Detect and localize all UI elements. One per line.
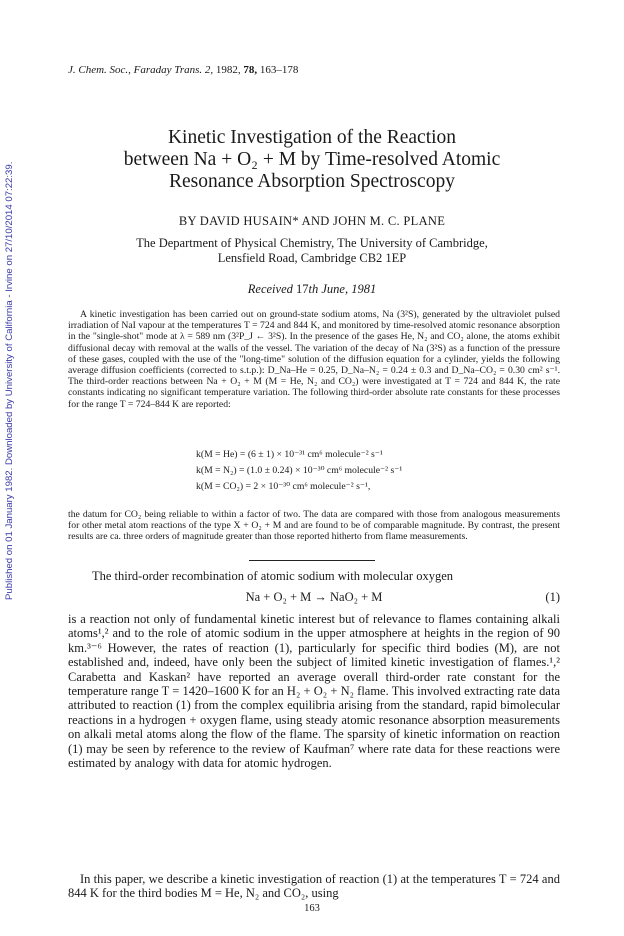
intro-paragraph-1: The third-order recombination of atomic sodium with molecular oxygen bbox=[92, 569, 454, 583]
paper-title bbox=[60, 127, 564, 193]
affiliation-line-2: Lensfield Road, Cambridge CB2 1EP bbox=[217, 251, 407, 265]
received-day: 17 bbox=[296, 282, 309, 296]
author-line: BY DAVID HUSAIN* AND JOHN M. C. PLANE bbox=[178, 214, 446, 228]
journal-volume: 78, bbox=[243, 64, 258, 76]
abstract-conclusion: the datum for CO₂ being reliable to within a factor of two. The data are compared with those from analogous measurements for other metal atom reactions of the type X + O₂ + M and are found to be of comparable magnitude. By contrast, the present results are ca. three orders of magnitude greater than those reported hitherto from flame measurements. bbox=[68, 509, 560, 543]
rate-constant-equations bbox=[196, 447, 402, 495]
received-suffix: th June, 1981 bbox=[308, 282, 377, 296]
reaction-equation-number: (1) bbox=[545, 590, 560, 604]
affiliation-line-1: The Department of Physical Chemistry, The University of Cambridge, bbox=[136, 236, 488, 250]
title-line-3: Resonance Absorption Spectroscopy bbox=[169, 171, 455, 192]
intro-paragraph-2: is a reaction not only of fundamental kinetic interest but of relevance to flames containing alkali atoms¹,² and to the role of atomic sodium in the upper atmosphere at heights in the region of 90 km.³⁻⁶ However, the rates of reaction (1), particularly for specific third bodies (M), are not established and, indeed, have only been the subject of limited kinetic investigation of flames.¹,² Carabetta and Kaskan² have reported an average overall third-order rate constant for the temperature range T = 1420–1600 K for an H₂ + O₂ + N₂ flame. This involved extracting rate data attributed to reaction (1) from the complex equilibria arising from the standard, rapid bimolecular reactions in a hydrogen + oxygen flame, using steady atomic resonance absorption measurements on alkali metal atoms along the flow of the flame. The sparsity of kinetic information on reaction (1) may be seen by reference to the review of Kaufman⁷ where rate data for these reactions were estimated by analogy with data for atomic hydrogen. bbox=[68, 612, 560, 771]
title-line-2: between Na + O₂ + M by Time-resolved Atomic bbox=[123, 149, 501, 170]
page-number: 163 bbox=[304, 903, 320, 914]
rate-constant-he: k(M = He) = (6 ± 1) × 10⁻³¹ cm⁶ molecule⁻² s⁻¹ bbox=[196, 449, 383, 460]
intro-paragraph-3: In this paper, we describe a kinetic investigation of reaction (1) at the temperatures T = 724 and 844 K for the third bodies M = He, N₂ and CO₂, using bbox=[68, 872, 560, 901]
journal-reference bbox=[68, 64, 298, 76]
rate-constant-n2: k(M = N₂) = (1.0 ± 0.24) × 10⁻³⁰ cm⁶ molecule⁻² s⁻¹ bbox=[196, 465, 403, 476]
abstract-text: A kinetic investigation has been carried out on ground-state sodium atoms, Na (3²S), generated by the ultraviolet pulsed irradiation of NaI vapour at the temperatures T = 724 and 844 K, and monitored by time-resolved atomic resonance absorption in the "single-shot" mode at λ = 589 nm (3²P_J ← 3²S). In the presence of the gases He, N₂ and CO₂ alone, the atoms exhibit diffusional decay with removal at the walls of the vessel. The variation of the decay of Na (3²S) as a function of the pressure of these gases, coupled with the use of the "long-time" solution of the diffusion equation for a cylinder, yields the following average diffusion coefficients (corrected to s.t.p.): D_Na–He = 0.25, D_Na–N₂ = 0.24 ± 0.3 and D_Na–CO₂ = 0.30 cm² s⁻¹. The third-order reactions between Na + O₂ + M (M = He, N₂ and CO₂) were investigated at T = 724 and 844 K, the rate constants indicating no significant temperature variation. The following third-order absolute rate constants for these processes for the range T = 724–844 K are reported: bbox=[68, 309, 560, 410]
journal-year: 1982, bbox=[215, 64, 241, 76]
journal-name: J. Chem. Soc., Faraday Trans. 2, bbox=[68, 64, 214, 76]
title-line-1: Kinetic Investigation of the Reaction bbox=[167, 127, 457, 148]
journal-pages: 163–178 bbox=[259, 64, 299, 76]
download-watermark bbox=[4, 130, 18, 600]
reaction-equation bbox=[68, 590, 560, 606]
rate-constant-co2: k(M = CO₂) = 2 × 10⁻³⁰ cm⁶ molecule⁻² s⁻¹, bbox=[196, 481, 371, 492]
download-watermark-text: Published on 01 January 1982. Downloaded by University of California - Irvine on 27/10/2014 07:22:39. bbox=[4, 161, 15, 600]
section-divider bbox=[249, 560, 375, 561]
affiliation bbox=[60, 236, 564, 266]
reaction-equation-text: Na + O₂ + M → NaO₂ + M bbox=[245, 590, 383, 604]
received-prefix: Received bbox=[247, 282, 297, 296]
received-date bbox=[60, 282, 564, 297]
